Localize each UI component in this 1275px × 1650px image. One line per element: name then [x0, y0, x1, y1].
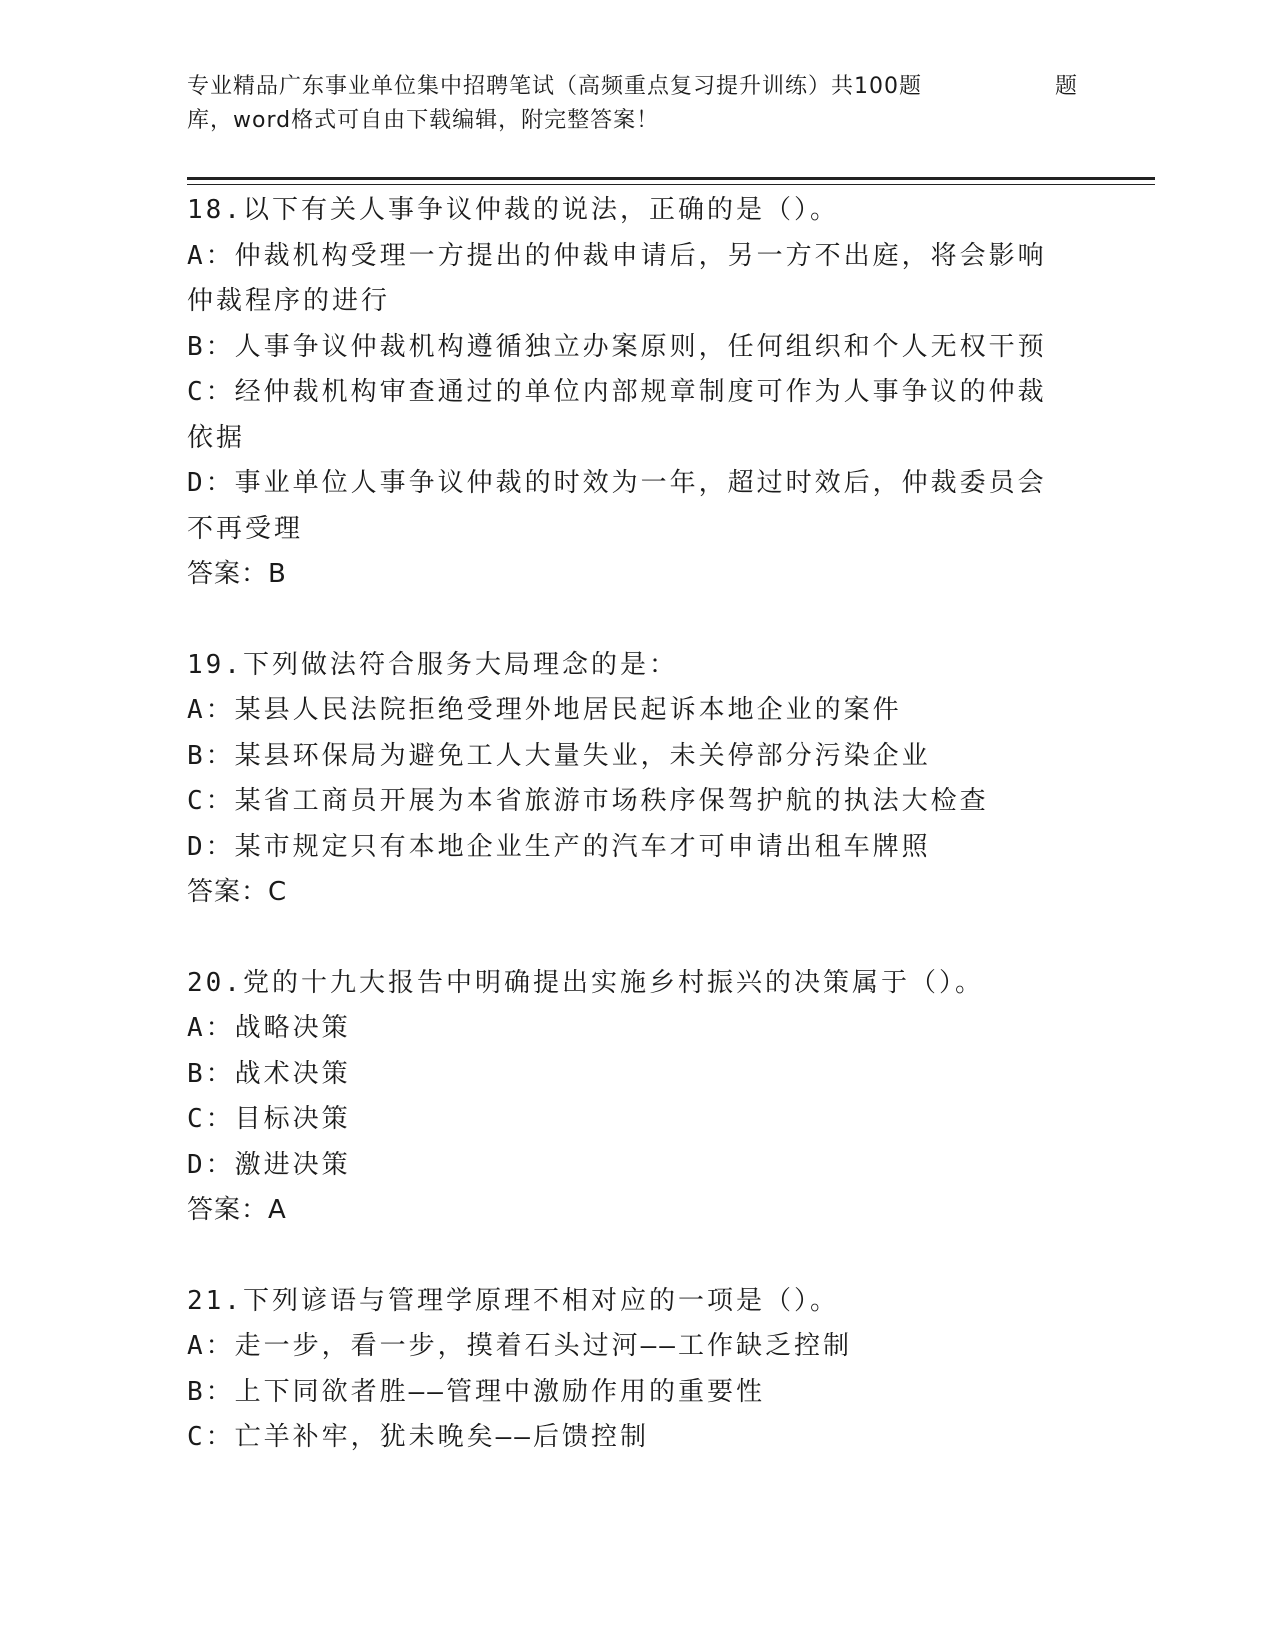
question-stem: 20.党的十九大报告中明确提出实施乡村振兴的决策属于（）。: [187, 967, 984, 998]
option-d: D：某市规定只有本地企业生产的汽车才可申请出租车牌照: [187, 831, 931, 862]
option-c: C：某省工商员开展为本省旅游市场秩序保驾护航的执法大检查: [187, 786, 989, 816]
question-18: [187, 188, 1067, 598]
header-divider-thin: [187, 184, 1155, 185]
header-title-overflow: 题: [1055, 74, 1079, 99]
option-c: C：目标决策: [187, 1104, 351, 1134]
question-21: [187, 1279, 1067, 1461]
option-c: C：亡羊补牢，犹未晚矣——后馈控制: [187, 1422, 649, 1452]
option-b: B：战术决策: [187, 1058, 351, 1089]
option-b: B：上下同欲者胜——管理中激励作用的重要性: [187, 1376, 765, 1407]
answer: 答案：A: [187, 1195, 287, 1225]
answer: 答案：C: [187, 877, 288, 907]
question-stem: 19.下列做法符合服务大局理念的是：: [187, 649, 678, 680]
option-c: C：经仲裁机构审查通过的单位内部规章制度可作为人事争议的仲裁依据: [187, 377, 1047, 453]
answer: 答案：B: [187, 559, 287, 589]
header-line-1: [187, 70, 1087, 104]
option-d: D：事业单位人事争议仲裁的时效为一年，超过时效后，仲裁委员会不再受理: [187, 468, 1047, 544]
option-a: A：战略决策: [187, 1013, 351, 1043]
question-stem: 21.下列谚语与管理学原理不相对应的一项是（）。: [187, 1285, 839, 1316]
option-b: B：人事争议仲裁机构遵循独立办案原则，任何组织和个人无权干预: [187, 331, 1047, 362]
header-title: 专业精品广东事业单位集中招聘笔试（高频重点复习提升训练）共100题: [187, 74, 922, 99]
option-a: A：走一步，看一步，摸着石头过河——工作缺乏控制: [187, 1331, 852, 1361]
question-19: [187, 643, 1067, 916]
option-a: A：仲裁机构受理一方提出的仲裁申请后，另一方不出庭，将会影响仲裁程序的进行: [187, 240, 1047, 316]
page-header: [187, 70, 1087, 138]
option-b: B：某县环保局为避免工人大量失业，未关停部分污染企业: [187, 740, 931, 771]
option-d: D：激进决策: [187, 1149, 351, 1180]
header-line-2: 库，word格式可自由下载编辑，附完整答案！: [187, 108, 660, 133]
question-stem: 18.以下有关人事争议仲裁的说法，正确的是（）。: [187, 195, 839, 225]
header-divider-thick: [187, 177, 1155, 180]
question-list: [187, 188, 1067, 1506]
option-a: A：某县人民法院拒绝受理外地居民起诉本地企业的案件: [187, 695, 902, 725]
question-20: [187, 961, 1067, 1234]
